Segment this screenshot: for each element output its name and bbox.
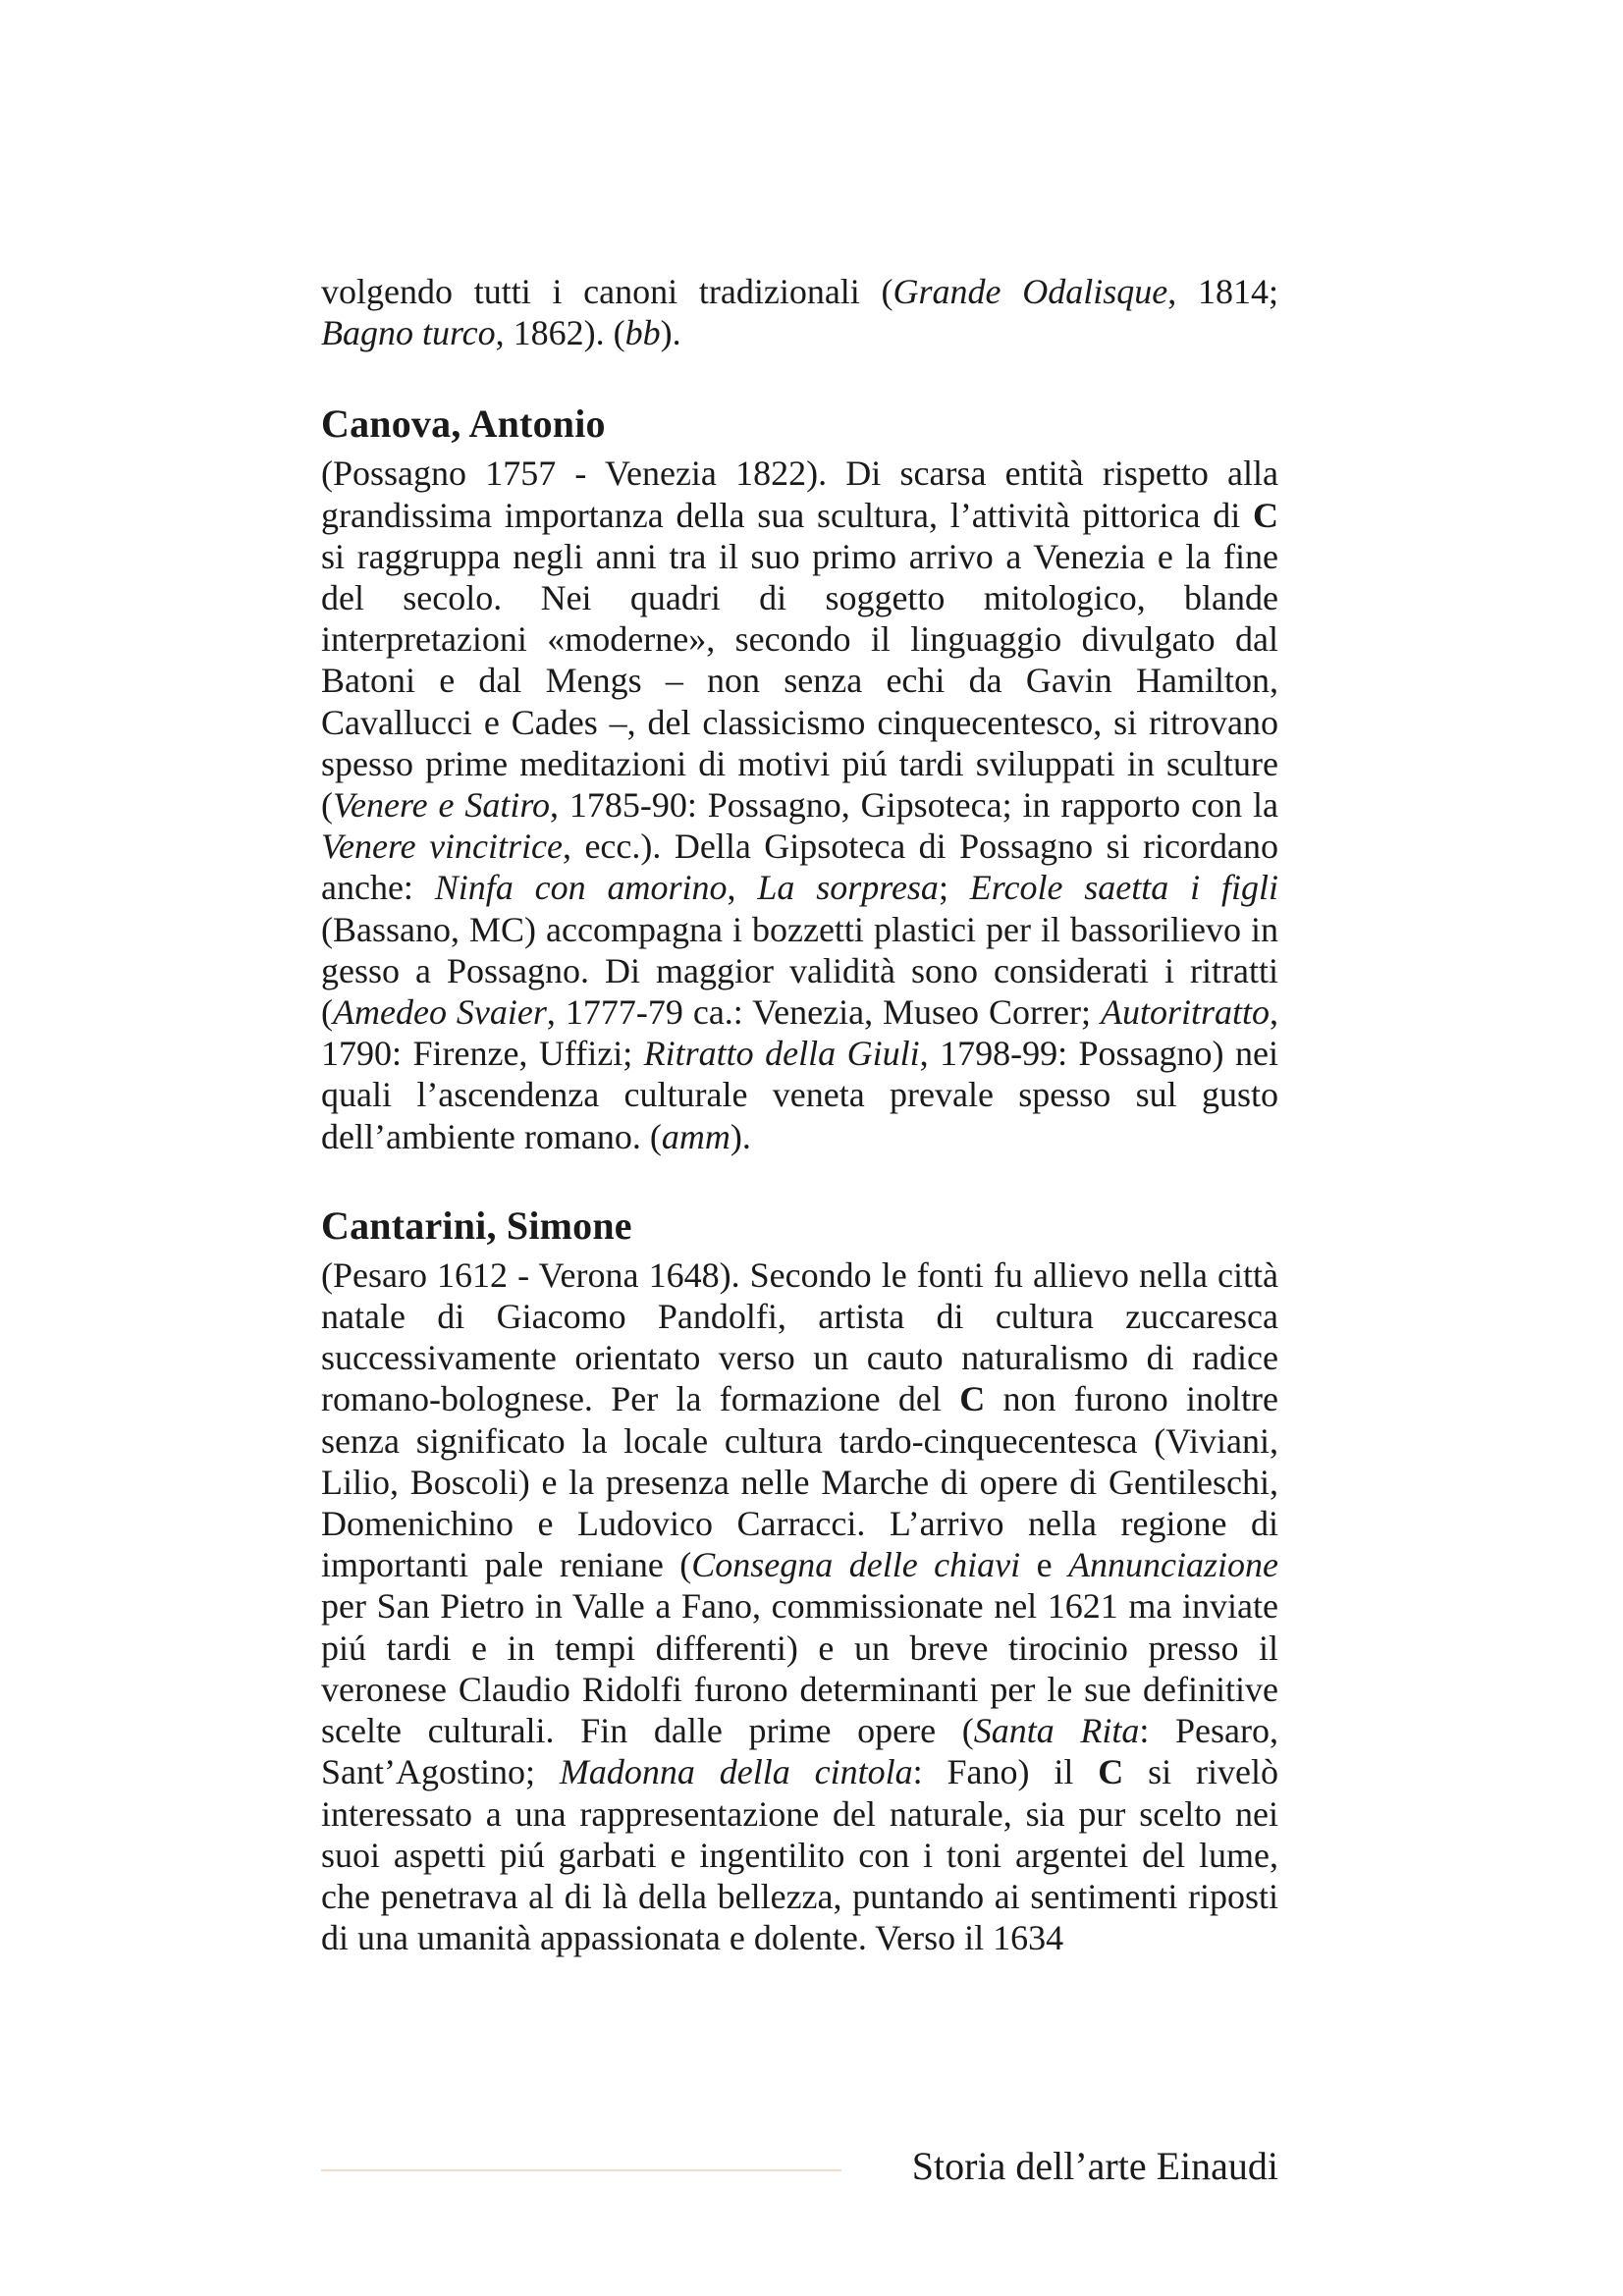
text-column [321, 271, 1278, 1958]
italic-text-run: amm [661, 1116, 730, 1156]
footer-title: Storia dell’arte Einaudi [911, 2144, 1278, 2188]
italic-text-run: La sorpresa [757, 868, 939, 908]
text-run: e [1020, 1545, 1069, 1585]
text-run: ). [660, 313, 681, 353]
entry-body-canova [321, 453, 1278, 1156]
bold-text-run: C [959, 1379, 986, 1419]
italic-text-run: bb [624, 313, 661, 353]
italic-text-run: Madonna della cintola [559, 1752, 913, 1792]
italic-text-run: Grande Odalisque [893, 272, 1168, 311]
italic-text-run: Consegna delle chiavi [691, 1545, 1021, 1585]
text-run: non furono inoltre senza significato la locale cultura tardo-cinquecentesca (Viviani, Lilio, Boscoli) e la presenza nelle Marche di opere di Gentileschi, Domenichino e Ludovico Carracci. L’arrivo nella regione di importanti pale reniane ( [321, 1379, 1278, 1585]
text-run: , 1798-99: Possagno) nei quali l’ascendenza culturale veneta prevale spesso sul gusto dell’ambiente romano. ( [321, 1034, 1278, 1156]
bold-text-run: C [1098, 1752, 1124, 1792]
italic-text-run: Autoritratto [1100, 992, 1270, 1033]
italic-text-run: Ritratto della Giuli [643, 1034, 920, 1074]
text-run: : Fano) il [912, 1752, 1099, 1792]
text-run: ). [730, 1116, 751, 1156]
italic-text-run: Venere e Satiro [333, 785, 551, 826]
text-run: si rivelò interessato a una rappresentazione del naturale, sia pur scelto nei suoi aspetti piú garbati e ingentilito con i toni argentei del lume, che penetrava al di là della bellezza, puntando ai sentimenti riposti di una umanità appassionata e dolente. Verso il 1634 [321, 1752, 1278, 1958]
text-run: (Pesaro 1612 - Verona 1648). Secondo le fonti fu allievo nella città natale di Giacomo Pandolfi, artista di cultura zuccaresca successivamente orientato verso un cauto naturalismo di radice romano-bolognese. Per la formazione del [321, 1255, 1278, 1419]
text-run: (Possagno 1757 - Venezia 1822). Di scarsa entità rispetto alla grandissima importanza della sua scultura, l’attività pittorica di [321, 454, 1278, 535]
italic-text-run: Venere vincitrice [321, 827, 563, 867]
text-run: per San Pietro in Valle a Fano, commissionate nel 1621 ma inviate piú tardi e in tempi differenti) e un breve tirocinio presso il veronese Claudio Ridolfi furono determinanti per le sue definitive scelte culturali. Fin dalle prime opere ( [321, 1586, 1278, 1751]
text-run: , ecc.). Della Gipsoteca di Possagno si ricordano anche: [321, 827, 1278, 908]
italic-text-run: Ercole saetta i figli [969, 868, 1278, 908]
italic-text-run: Annunciazione [1068, 1545, 1278, 1585]
entry-heading-canova: Canova, Antonio [321, 401, 606, 447]
italic-text-run: Amedeo Svaier [333, 992, 547, 1033]
text-run: si raggruppa negli anni tra il suo primo arrivo a Venezia e la fine del secolo. Nei quadri di soggetto mitologico, blande interpretazioni «moderne», secondo il linguaggio divulgato dal Batoni e dal Mengs – non senza echi da Gavin Hamilton, Cavallucci e Cades –, del classicismo cinquecentesco, si ritrovano spesso prime meditazioni di motivi piú tardi sviluppati in sculture ( [321, 536, 1278, 826]
italic-text-run: Ninfa con amorino [434, 868, 728, 908]
text-run: , 1790: Firenze, Uffizi; [321, 992, 1278, 1074]
text-run: , [727, 868, 758, 908]
text-run: , 1814; [1167, 272, 1278, 311]
text-run: volgendo tutti i canoni tradizionali ( [321, 272, 893, 311]
text-run: , 1785-90: Possagno, Gipsoteca; in rapporto con la [550, 785, 1278, 826]
text-run: : Pesaro, Sant’Agostino; [321, 1711, 1279, 1792]
text-run: (Bassano, MC) accompagna i bozzetti plastici per il bassorilievo in gesso a Possagno. Di maggior validità sono considerati i ritratti ( [321, 909, 1278, 1033]
bold-text-run: C [1253, 495, 1278, 535]
text-run: ; [938, 868, 970, 908]
italic-text-run: Santa Rita [973, 1711, 1140, 1751]
text-run: , 1862). ( [495, 313, 625, 353]
entry-heading-cantarini: Cantarini, Simone [321, 1202, 632, 1248]
entry-body-cantarini [321, 1255, 1278, 1958]
footer-rule [321, 2169, 841, 2171]
text-run: , 1777-79 ca.: Venezia, Museo Correr; [546, 992, 1101, 1033]
italic-text-run: Bagno turco [321, 313, 496, 353]
intro-paragraph [321, 271, 1278, 353]
